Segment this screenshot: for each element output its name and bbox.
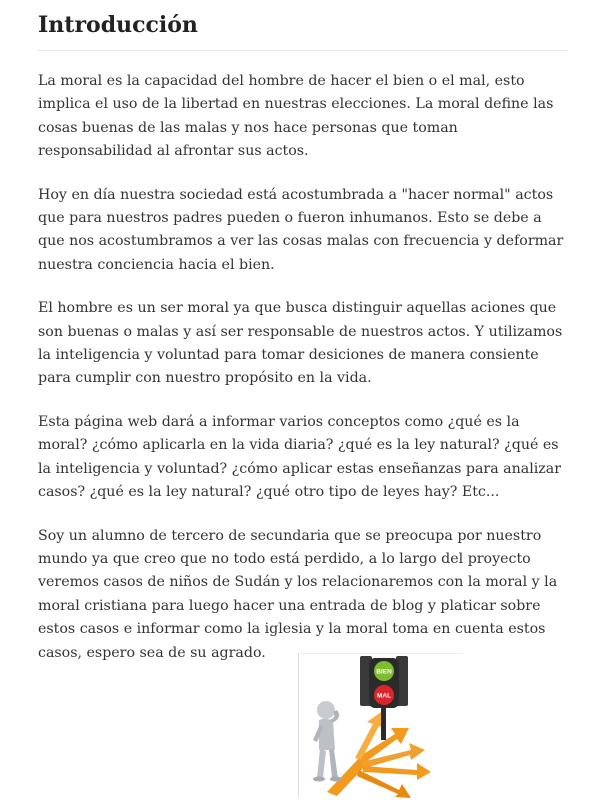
paragraph-4: Esta página web dará a informar varios conceptos como ¿qué es la moral? ¿cómo aplicarla en la vida diaria? ¿qué es la ley natural? ¿qué es la inteligencia y voluntad? ¿cómo aplicar estas enseñanzas para analizar casos? ¿qué es la ley natural? ¿qué otro tipo de leyes hay? Etc...: [38, 413, 562, 501]
traffic-light-icon: [360, 656, 408, 740]
traffic-light-illustration: [298, 653, 463, 798]
thinking-figure-icon: [313, 701, 342, 782]
page-title: Introducción: [38, 12, 198, 38]
title-divider: [38, 50, 568, 51]
paragraph-3: El hombre es un ser moral ya que busca distinguir aquellas aciones que son buenas o malas y así ser responsable de nuestros actos. Y utilizamos la inteligencia y voluntad para tomar desiciones de manera consiente para cumplir con nuestro propósito en la vida.: [38, 300, 563, 387]
paragraph-2: Hoy en día nuestra sociedad está acostumbrada a "hacer normal" actos que para nuestros padres pueden o fueron inhumanos. Esto se debe a que nos acostumbramos a ver las cosas malas con frecuencia y deformar nuestra conciencia hacia el bien.: [38, 186, 564, 273]
article-body: [38, 70, 568, 685]
mal-label: MAL: [376, 692, 392, 700]
traffic-light-image: [299, 654, 463, 798]
paragraph-1: La moral es la capacidad del hombre de hacer el bien o el mal, esto implica el uso de la libertad en nuestras elecciones. La moral define las cosas buenas de las malas y nos hace personas que toman responsabilidad al afrontar sus actos.: [38, 73, 554, 160]
orange-arrows: [327, 712, 431, 798]
paragraph-5: Soy un alumno de tercero de secundaria que se preocupa por nuestro mundo ya que creo que no todo está perdido, a lo largo del proyecto veremos casos de niños de Sudán y los relacionaremos con la moral y la moral cristiana para luego hacer una entrada de blog y platicar sobre estos casos e informar como la iglesia y la moral toma en cuenta estos casos, espero sea de su agrado.: [38, 527, 558, 661]
bien-label: BIEN: [376, 668, 392, 676]
